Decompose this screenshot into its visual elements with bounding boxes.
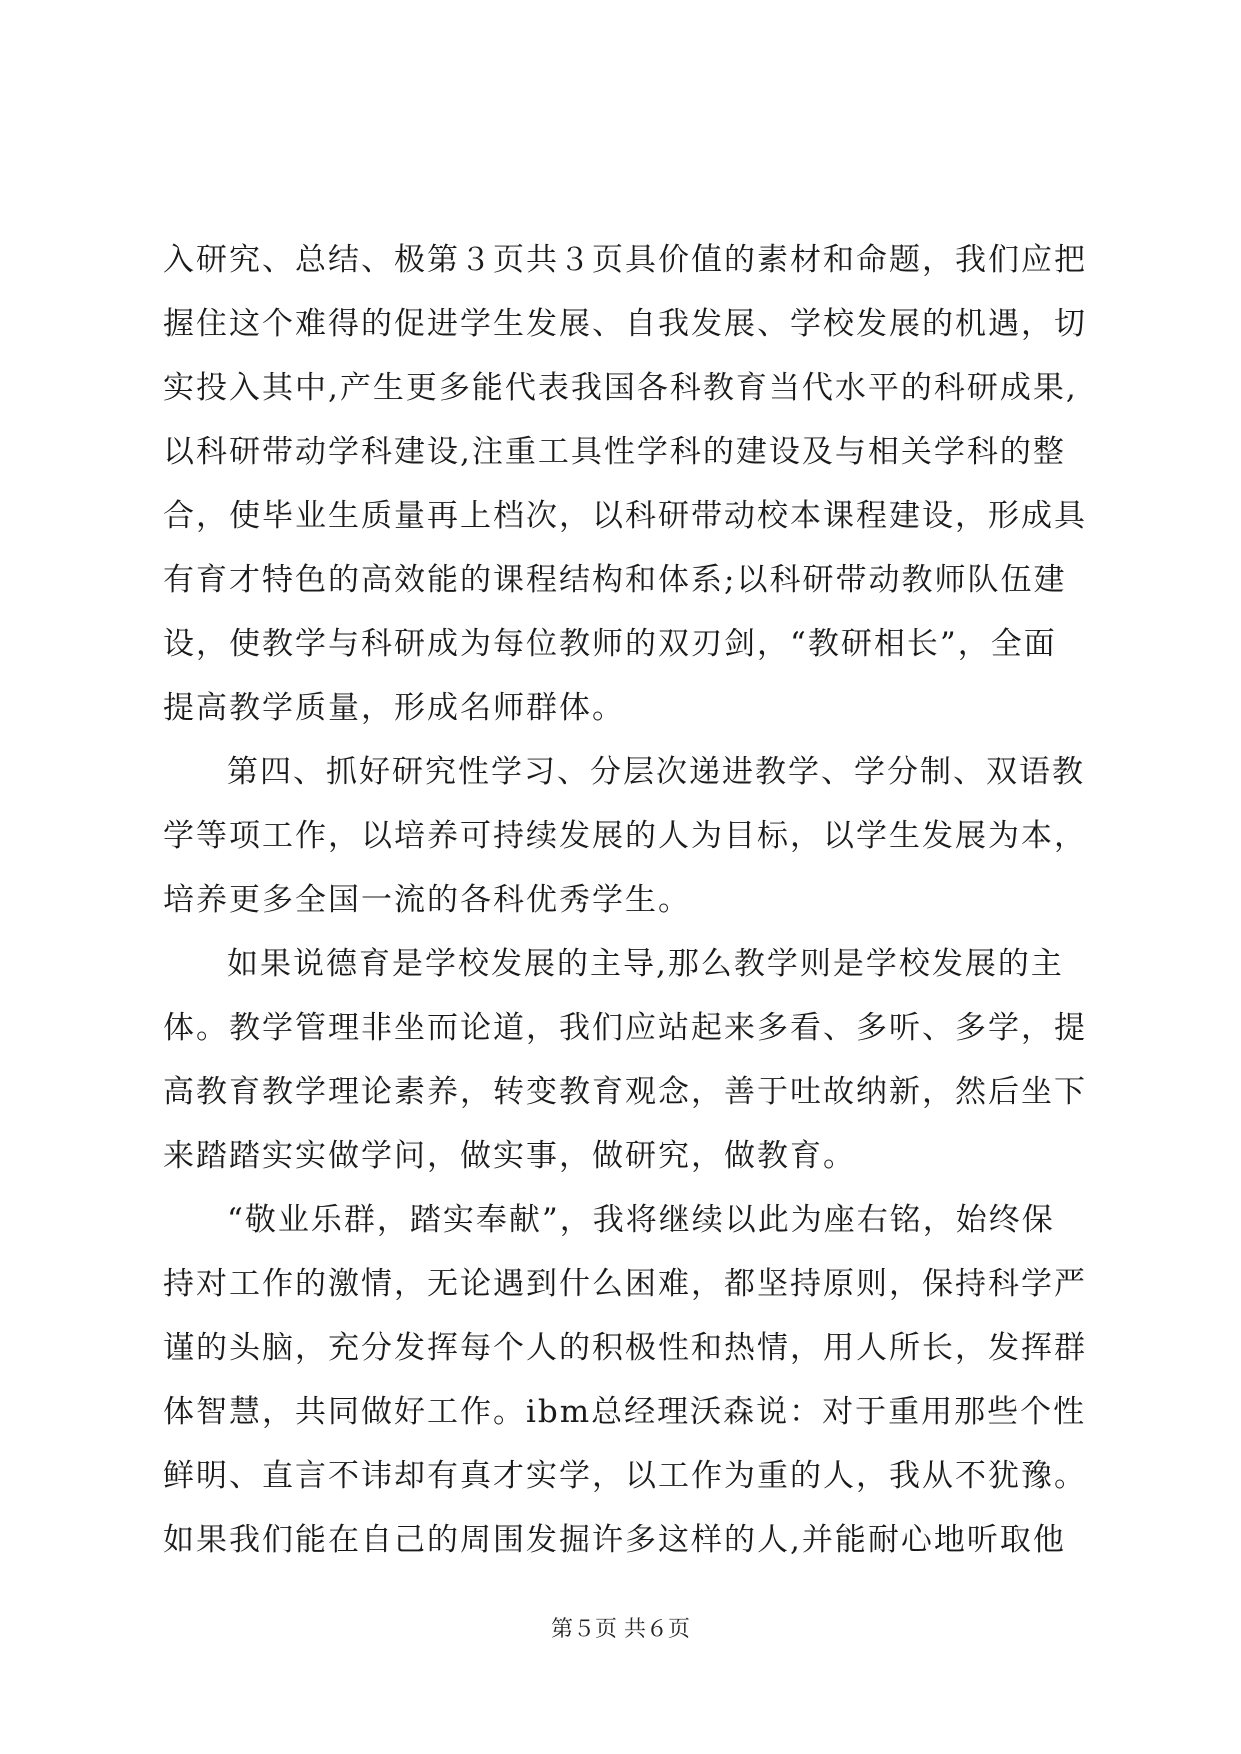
text-line: 设，使教学与科研成为每位教师的双刃剑，“教研相长”，全面: [163, 626, 1057, 662]
paragraph-start-line: 如果说德育是学校发展的主导,那么教学则是学校发展的主: [227, 946, 1064, 982]
text-line: 培养更多全国一流的各科优秀学生。: [163, 882, 691, 918]
text-line: 握住这个难得的促进学生发展、自我发展、学校发展的机遇，切: [163, 306, 1087, 342]
text-line: 来踏踏实实做学问，做实事，做研究，做教育。: [163, 1138, 856, 1174]
text-line: 学等项工作，以培养可持续发展的人为目标，以学生发展为本，: [163, 818, 1087, 854]
text-line: 体智慧，共同做好工作。ibm总经理沃森说：对于重用那些个性: [163, 1394, 1087, 1430]
text-line: 有育才特色的高效能的课程结构和体系;以科研带动教师队伍建: [163, 562, 1067, 598]
text-line: 提高教学质量，形成名师群体。: [163, 690, 625, 726]
page-number-footer: 第５页 共６页: [551, 1617, 690, 1642]
paragraph-start-line: “敬业乐群，踏实奉献”，我将继续以此为座右铭，始终保: [227, 1202, 1055, 1238]
document-body: [163, 228, 1123, 1572]
paragraph-start-line: 第四、抓好研究性学习、分层次递进教学、学分制、双语教: [227, 754, 1085, 790]
text-line: 鲜明、直言不讳却有真才实学，以工作为重的人，我从不犹豫。: [163, 1458, 1087, 1494]
text-line: 谨的头脑，充分发挥每个人的积极性和热情，用人所长，发挥群: [163, 1330, 1087, 1366]
text-line: 合，使毕业生质量再上档次，以科研带动校本课程建设，形成具: [163, 498, 1087, 534]
text-line: 如果我们能在自己的周围发掘许多这样的人,并能耐心地听取他: [163, 1522, 1066, 1558]
text-line: 以科研带动学科建设,注重工具性学科的建设及与相关学科的整: [163, 434, 1066, 470]
text-line: 入研究、总结、极第３页共３页具价值的素材和命题，我们应把: [163, 242, 1087, 278]
text-line: 持对工作的激情，无论遇到什么困难，都坚持原则，保持科学严: [163, 1266, 1087, 1302]
text-line: 高教育教学理论素养，转变教育观念，善于吐故纳新，然后坐下: [163, 1074, 1087, 1110]
text-line: 实投入其中,产生更多能代表我国各科教育当代水平的科研成果,: [163, 370, 1078, 406]
text-line: 体。教学管理非坐而论道，我们应站起来多看、多听、多学，提: [163, 1010, 1087, 1046]
